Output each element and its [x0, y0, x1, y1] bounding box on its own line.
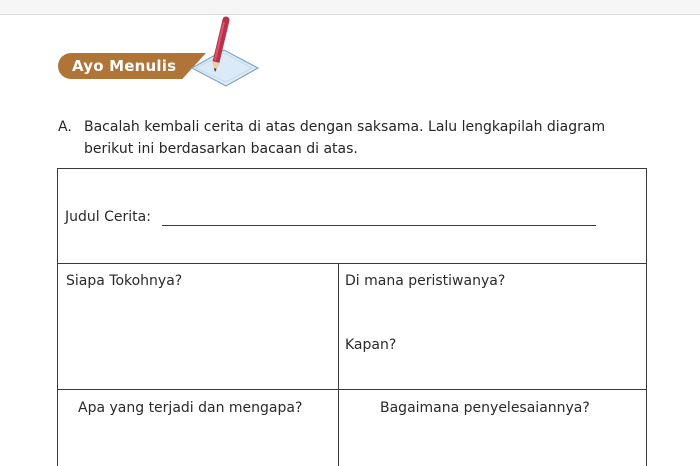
top-toolbar-strip	[0, 0, 700, 15]
cell-what-why-question: Apa yang terjadi dan mengapa?	[78, 400, 303, 416]
story-diagram	[57, 168, 647, 466]
instruction-text	[84, 116, 674, 160]
section-title: Ayo Menulis	[72, 57, 177, 75]
cell-when-question: Kapan?	[345, 337, 397, 353]
paper-icon	[192, 50, 258, 86]
diagram-column-divider	[338, 264, 339, 466]
instruction-letter: A.	[58, 119, 72, 135]
diagram-row-divider	[58, 389, 646, 390]
paper-pencil-icon	[180, 16, 262, 94]
cell-where-question: Di mana peristiwanya?	[345, 273, 506, 289]
diagram-title-row	[58, 169, 646, 264]
story-title-answer-line[interactable]	[162, 225, 596, 226]
story-title-label: Judul Cerita:	[65, 209, 151, 225]
cell-resolution-question: Bagaimana penyelesaiannya?	[380, 400, 590, 416]
instruction-line-1: Bacalah kembali cerita di atas dengan saksama. Lalu lengkapilah diagram	[84, 119, 606, 135]
instruction-line-2: berikut ini berdasarkan bacaan di atas.	[84, 141, 358, 157]
cell-characters-question: Siapa Tokohnya?	[66, 273, 183, 289]
